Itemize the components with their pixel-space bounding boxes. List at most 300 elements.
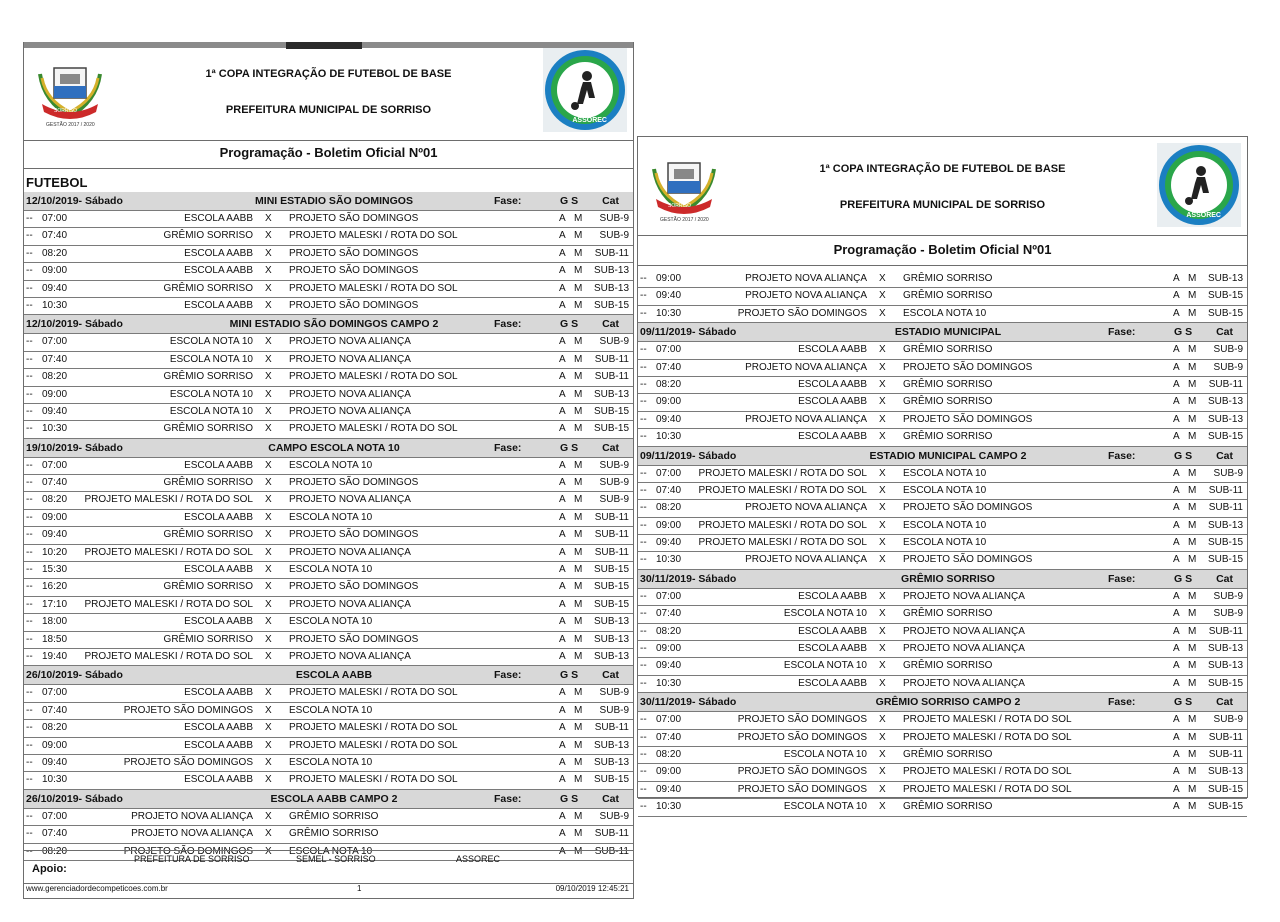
row-marker: -- xyxy=(26,564,33,576)
row-marker: -- xyxy=(640,625,647,637)
versus-mark: X xyxy=(265,477,272,489)
match-row xyxy=(638,606,1247,623)
match-time: 09:40 xyxy=(42,756,68,768)
category: SUB-9 xyxy=(1213,344,1243,356)
gender-code: A xyxy=(559,722,566,734)
venue-name: ESCOLA AABB xyxy=(295,669,373,682)
gender-code: A xyxy=(559,371,566,383)
match-time: 18:50 xyxy=(42,633,68,645)
row-marker: -- xyxy=(640,413,647,425)
match-time: 07:40 xyxy=(656,484,682,496)
category: SUB-9 xyxy=(599,494,629,506)
away-team: PROJETO SÃO DOMINGOS xyxy=(289,265,419,277)
match-time: 09:40 xyxy=(656,660,682,672)
gender-code: A xyxy=(559,405,566,417)
gender-code: A xyxy=(559,247,566,259)
row-marker: -- xyxy=(26,687,33,699)
away-team: ESCOLA NOTA 10 xyxy=(289,616,373,628)
gender-code: A xyxy=(1173,554,1180,566)
home-team: PROJETO SÃO DOMINGOS xyxy=(123,704,253,716)
status-code: M xyxy=(1188,344,1197,356)
status-code: M xyxy=(1188,677,1197,689)
versus-mark: X xyxy=(265,336,272,348)
versus-mark: X xyxy=(879,608,886,620)
category: SUB-15 xyxy=(593,774,629,786)
away-team: GRÊMIO SORRISO xyxy=(903,396,993,408)
row-marker: -- xyxy=(640,731,647,743)
status-code: M xyxy=(1188,783,1197,795)
match-row xyxy=(24,352,633,369)
category: SUB-13 xyxy=(1207,519,1243,531)
home-team: ESCOLA AABB xyxy=(798,625,867,637)
category: SUB-9 xyxy=(1213,714,1243,726)
home-team: ESCOLA AABB xyxy=(184,564,253,576)
match-row xyxy=(638,641,1247,658)
home-team: PROJETO SÃO DOMINGOS xyxy=(737,714,867,726)
match-row xyxy=(24,579,633,596)
category: SUB-11 xyxy=(594,529,629,541)
category: SUB-13 xyxy=(593,265,629,277)
badge-text: ASSOREC xyxy=(1186,212,1221,219)
versus-mark: X xyxy=(879,290,886,302)
category: SUB-9 xyxy=(599,687,629,699)
match-time: 08:20 xyxy=(656,378,682,390)
apoio-label: Apoio: xyxy=(32,863,67,875)
match-row xyxy=(638,412,1247,429)
gs-header: G S xyxy=(1174,696,1193,709)
away-team: PROJETO SÃO DOMINGOS xyxy=(289,477,419,489)
gender-code: A xyxy=(1173,801,1180,813)
match-row xyxy=(24,421,633,438)
row-marker: -- xyxy=(640,714,647,726)
status-code: M xyxy=(1188,467,1197,479)
gender-code: A xyxy=(1173,344,1180,356)
match-date: 09/11/2019- Sábado xyxy=(640,326,737,339)
row-marker: -- xyxy=(26,405,33,417)
match-row xyxy=(24,211,633,228)
gender-code: A xyxy=(559,564,566,576)
gender-code: A xyxy=(1173,307,1180,319)
gender-code: A xyxy=(1173,766,1180,778)
status-code: M xyxy=(1188,519,1197,531)
away-team: PROJETO MALESKI / ROTA DO SOL xyxy=(289,282,458,294)
match-time: 08:20 xyxy=(42,371,68,383)
match-row xyxy=(638,288,1247,305)
status-code: M xyxy=(574,213,583,224)
home-team: ESCOLA AABB xyxy=(798,344,867,356)
match-time: 16:20 xyxy=(42,581,68,593)
match-time: 09:40 xyxy=(42,529,68,541)
gender-code: A xyxy=(559,581,566,593)
versus-mark: X xyxy=(265,774,272,786)
category: SUB-13 xyxy=(1207,273,1243,284)
away-team: PROJETO NOVA ALIANÇA xyxy=(289,494,411,506)
gs-header: G S xyxy=(560,792,579,805)
status-code: M xyxy=(574,650,583,662)
versus-mark: X xyxy=(265,423,272,435)
row-marker: -- xyxy=(640,660,647,672)
fase-label: Fase: xyxy=(494,318,522,331)
category: SUB-13 xyxy=(593,756,629,768)
away-team: ESCOLA NOTA 10 xyxy=(289,564,373,576)
fase-label: Fase: xyxy=(494,441,522,454)
match-row xyxy=(24,597,633,614)
gender-code: A xyxy=(1173,643,1180,655)
match-time: 07:00 xyxy=(42,687,68,699)
row-marker: -- xyxy=(26,388,33,400)
row-marker: -- xyxy=(640,766,647,778)
venue-name: MINI ESTADIO SÃO DOMINGOS xyxy=(255,195,413,207)
match-time: 10:30 xyxy=(656,431,682,443)
match-time: 07:40 xyxy=(42,477,68,489)
status-code: M xyxy=(1188,273,1197,284)
row-marker: -- xyxy=(26,845,33,857)
status-code: M xyxy=(574,230,583,242)
gender-code: A xyxy=(1173,502,1180,514)
versus-mark: X xyxy=(879,396,886,408)
match-row xyxy=(638,429,1247,446)
gender-code: A xyxy=(559,828,566,840)
gender-code: A xyxy=(559,739,566,751)
match-time: 07:00 xyxy=(656,714,682,726)
versus-mark: X xyxy=(879,361,886,373)
home-team: PROJETO NOVA ALIANÇA xyxy=(745,502,867,514)
status-code: M xyxy=(1188,484,1197,496)
gender-code: A xyxy=(559,774,566,786)
away-team: PROJETO MALESKI / ROTA DO SOL xyxy=(903,714,1072,726)
status-code: M xyxy=(574,722,583,734)
home-team: PROJETO SÃO DOMINGOS xyxy=(737,766,867,778)
versus-mark: X xyxy=(879,413,886,425)
row-marker: -- xyxy=(26,423,33,435)
row-marker: -- xyxy=(640,519,647,531)
home-team: ESCOLA AABB xyxy=(184,616,253,628)
match-date: 09/11/2019- Sábado xyxy=(640,449,737,462)
support-footer xyxy=(24,850,633,884)
match-time: 07:40 xyxy=(42,353,68,365)
home-team: ESCOLA NOTA 10 xyxy=(783,748,867,760)
row-marker: -- xyxy=(640,273,647,284)
gender-code: A xyxy=(559,511,566,523)
section-header-row xyxy=(638,693,1247,712)
match-time: 10:30 xyxy=(656,307,682,319)
match-row xyxy=(24,228,633,245)
versus-mark: X xyxy=(265,353,272,365)
row-marker: -- xyxy=(26,213,33,224)
section-header-row xyxy=(24,439,633,458)
home-team: ESCOLA AABB xyxy=(184,265,253,277)
match-row xyxy=(24,562,633,579)
category: SUB-9 xyxy=(599,213,629,224)
home-team: PROJETO MALESKI / ROTA DO SOL xyxy=(84,546,253,558)
gender-code: A xyxy=(1173,537,1180,549)
category: SUB-15 xyxy=(1207,290,1243,302)
match-time: 10:30 xyxy=(656,554,682,566)
status-code: M xyxy=(1188,801,1197,813)
row-marker: -- xyxy=(640,361,647,373)
page-header xyxy=(24,42,633,141)
home-team: ESCOLA AABB xyxy=(184,687,253,699)
away-team: PROJETO MALESKI / ROTA DO SOL xyxy=(903,731,1072,743)
row-marker: -- xyxy=(26,247,33,259)
home-team: ESCOLA AABB xyxy=(184,247,253,259)
fase-label: Fase: xyxy=(1108,449,1136,462)
gender-code: A xyxy=(1173,519,1180,531)
row-marker: -- xyxy=(640,396,647,408)
status-code: M xyxy=(574,564,583,576)
away-team: PROJETO NOVA ALIANÇA xyxy=(289,388,411,400)
match-time: 18:00 xyxy=(42,616,68,628)
match-time: 08:20 xyxy=(42,247,68,259)
fase-label: Fase: xyxy=(1108,326,1136,339)
versus-mark: X xyxy=(265,299,272,311)
section-header-row xyxy=(638,570,1247,589)
category: SUB-15 xyxy=(593,423,629,435)
versus-mark: X xyxy=(265,529,272,541)
category: SUB-13 xyxy=(593,388,629,400)
section-header-row xyxy=(24,666,633,685)
status-code: M xyxy=(1188,714,1197,726)
home-team: ESCOLA AABB xyxy=(798,643,867,655)
match-time: 07:40 xyxy=(656,731,682,743)
match-row xyxy=(24,614,633,631)
category: SUB-15 xyxy=(593,581,629,593)
home-team: PROJETO MALESKI / ROTA DO SOL xyxy=(84,650,253,662)
gender-code: A xyxy=(559,529,566,541)
home-team: PROJETO NOVA ALIANÇA xyxy=(745,361,867,373)
versus-mark: X xyxy=(265,265,272,277)
home-team: ESCOLA AABB xyxy=(798,590,867,602)
status-code: M xyxy=(574,704,583,716)
category: SUB-13 xyxy=(1207,766,1243,778)
gender-code: A xyxy=(559,213,566,224)
away-team: GRÊMIO SORRISO xyxy=(903,344,993,356)
home-team: ESCOLA NOTA 10 xyxy=(169,336,253,348)
match-row xyxy=(638,712,1247,729)
status-code: M xyxy=(574,598,583,610)
row-marker: -- xyxy=(640,467,647,479)
bulletin-title: Programação - Boletim Oficial Nº01 xyxy=(638,235,1247,266)
gender-code: A xyxy=(1173,714,1180,726)
home-team: PROJETO MALESKI / ROTA DO SOL xyxy=(698,467,867,479)
versus-mark: X xyxy=(879,467,886,479)
gender-code: A xyxy=(559,650,566,662)
category: SUB-15 xyxy=(593,299,629,311)
category: SUB-15 xyxy=(1207,537,1243,549)
website-link[interactable]: www.gerenciadordecompeticoes.com.br xyxy=(26,884,168,893)
row-marker: -- xyxy=(640,608,647,620)
category: SUB-13 xyxy=(593,739,629,751)
versus-mark: X xyxy=(879,643,886,655)
away-team: PROJETO SÃO DOMINGOS xyxy=(289,633,419,645)
match-date: 12/10/2019- Sábado xyxy=(26,318,123,331)
row-marker: -- xyxy=(640,783,647,795)
schedule-table-page-2 xyxy=(638,271,1247,817)
match-row xyxy=(24,510,633,527)
away-team: PROJETO NOVA ALIANÇA xyxy=(289,546,411,558)
category: SUB-13 xyxy=(1207,396,1243,408)
category: SUB-11 xyxy=(1208,502,1243,514)
gs-header: G S xyxy=(1174,572,1193,585)
gender-code: A xyxy=(1173,590,1180,602)
gender-code: A xyxy=(1173,361,1180,373)
gender-code: A xyxy=(559,687,566,699)
row-marker: -- xyxy=(640,590,647,602)
match-row xyxy=(638,624,1247,641)
status-code: M xyxy=(574,756,583,768)
row-marker: -- xyxy=(26,265,33,277)
match-row xyxy=(638,552,1247,569)
category: SUB-11 xyxy=(594,722,629,734)
crest-caption: GESTÃO 2017 / 2020 xyxy=(46,122,95,128)
home-team: ESCOLA NOTA 10 xyxy=(169,388,253,400)
row-marker: -- xyxy=(640,748,647,760)
versus-mark: X xyxy=(879,660,886,672)
match-time: 09:40 xyxy=(656,537,682,549)
category: SUB-11 xyxy=(594,247,629,259)
versus-mark: X xyxy=(879,484,886,496)
match-row xyxy=(24,527,633,544)
gender-code: A xyxy=(1173,467,1180,479)
category: SUB-11 xyxy=(1208,378,1243,390)
row-marker: -- xyxy=(26,774,33,786)
organizer-title: PREFEITURA MUNICIPAL DE SORRISO xyxy=(225,104,432,116)
match-row xyxy=(24,772,633,789)
match-row xyxy=(638,764,1247,781)
category: SUB-13 xyxy=(593,650,629,662)
away-team: PROJETO SÃO DOMINGOS xyxy=(903,361,1033,373)
row-marker: -- xyxy=(640,554,647,566)
match-time: 07:00 xyxy=(656,467,682,479)
match-date: 19/10/2019- Sábado xyxy=(26,441,123,454)
match-date: 26/10/2019- Sábado xyxy=(26,669,123,682)
row-marker: -- xyxy=(26,336,33,348)
gender-code: A xyxy=(559,756,566,768)
away-team: PROJETO SÃO DOMINGOS xyxy=(289,529,419,541)
match-date: 30/11/2019- Sábado xyxy=(640,572,737,585)
category: SUB-15 xyxy=(593,598,629,610)
match-time: 09:00 xyxy=(656,766,682,778)
away-team: PROJETO NOVA ALIANÇA xyxy=(289,650,411,662)
home-team: ESCOLA AABB xyxy=(184,299,253,311)
status-code: M xyxy=(574,616,583,628)
match-row xyxy=(24,458,633,475)
away-team: ESCOLA NOTA 10 xyxy=(289,756,373,768)
gender-code: A xyxy=(559,336,566,348)
match-time: 07:00 xyxy=(42,459,68,471)
category-header: Cat xyxy=(602,318,619,331)
tournament-title: 1ª COPA INTEGRAÇÃO DE FUTEBOL DE BASE xyxy=(205,68,452,80)
match-date: 30/11/2019- Sábado xyxy=(640,696,737,709)
gender-code: A xyxy=(1173,431,1180,443)
category-header: Cat xyxy=(602,195,619,207)
match-time: 08:20 xyxy=(656,625,682,637)
versus-mark: X xyxy=(265,722,272,734)
home-team: GRÊMIO SORRISO xyxy=(163,633,253,645)
versus-mark: X xyxy=(879,273,886,284)
row-marker: -- xyxy=(640,290,647,302)
gs-header: G S xyxy=(560,669,579,682)
category: SUB-11 xyxy=(594,511,629,523)
away-team: ESCOLA NOTA 10 xyxy=(903,537,987,549)
match-time: 07:40 xyxy=(42,828,68,840)
gender-code: A xyxy=(559,546,566,558)
gender-code: A xyxy=(559,282,566,294)
status-code: M xyxy=(1188,378,1197,390)
away-team: PROJETO SÃO DOMINGOS xyxy=(289,247,419,259)
status-code: M xyxy=(574,405,583,417)
match-row xyxy=(638,466,1247,483)
page-number: 1 xyxy=(357,884,362,893)
gender-code: A xyxy=(559,616,566,628)
away-team: GRÊMIO SORRISO xyxy=(903,748,993,760)
match-time: 10:30 xyxy=(42,774,68,786)
gs-header: G S xyxy=(1174,449,1193,462)
match-row xyxy=(638,271,1247,288)
away-team: ESCOLA NOTA 10 xyxy=(289,845,373,857)
status-code: M xyxy=(574,282,583,294)
gender-code: A xyxy=(1173,290,1180,302)
row-marker: -- xyxy=(26,494,33,506)
away-team: PROJETO SÃO DOMINGOS xyxy=(903,554,1033,566)
match-time: 09:00 xyxy=(42,388,68,400)
sorriso-crest-icon xyxy=(648,149,720,221)
versus-mark: X xyxy=(879,502,886,514)
fase-label: Fase: xyxy=(1108,696,1136,709)
home-team: GRÊMIO SORRISO xyxy=(163,477,253,489)
category: SUB-13 xyxy=(1207,413,1243,425)
home-team: GRÊMIO SORRISO xyxy=(163,371,253,383)
versus-mark: X xyxy=(265,828,272,840)
home-team: ESCOLA NOTA 10 xyxy=(169,353,253,365)
category-header: Cat xyxy=(1216,326,1233,339)
away-team: PROJETO MALESKI / ROTA DO SOL xyxy=(289,774,458,786)
tournament-title: 1ª COPA INTEGRAÇÃO DE FUTEBOL DE BASE xyxy=(819,163,1066,175)
gender-code: A xyxy=(1173,484,1180,496)
gs-header: G S xyxy=(560,441,579,454)
status-code: M xyxy=(1188,413,1197,425)
match-row xyxy=(24,720,633,737)
category: SUB-11 xyxy=(1208,625,1243,637)
home-team: PROJETO MALESKI / ROTA DO SOL xyxy=(698,484,867,496)
section-header-row xyxy=(638,447,1247,466)
away-team: GRÊMIO SORRISO xyxy=(289,828,379,840)
row-marker: -- xyxy=(26,477,33,489)
gender-code: A xyxy=(1173,748,1180,760)
category: SUB-9 xyxy=(1213,608,1243,620)
away-team: GRÊMIO SORRISO xyxy=(903,431,993,443)
status-code: M xyxy=(574,739,583,751)
match-row xyxy=(638,799,1247,816)
versus-mark: X xyxy=(265,687,272,699)
row-marker: -- xyxy=(26,581,33,593)
row-marker: -- xyxy=(640,677,647,689)
versus-mark: X xyxy=(265,459,272,471)
status-code: M xyxy=(574,687,583,699)
versus-mark: X xyxy=(265,598,272,610)
schedule-page-2 xyxy=(637,136,1248,813)
match-row xyxy=(638,377,1247,394)
match-row xyxy=(24,685,633,702)
away-team: GRÊMIO SORRISO xyxy=(903,290,993,302)
gender-code: A xyxy=(559,388,566,400)
sponsor-assorec: ASSOREC xyxy=(456,854,501,864)
row-marker: -- xyxy=(640,484,647,496)
fase-label: Fase: xyxy=(494,669,522,682)
gs-header: G S xyxy=(1174,326,1193,339)
bulletin-title: Programação - Boletim Oficial Nº01 xyxy=(24,138,633,169)
gender-code: A xyxy=(1173,660,1180,672)
